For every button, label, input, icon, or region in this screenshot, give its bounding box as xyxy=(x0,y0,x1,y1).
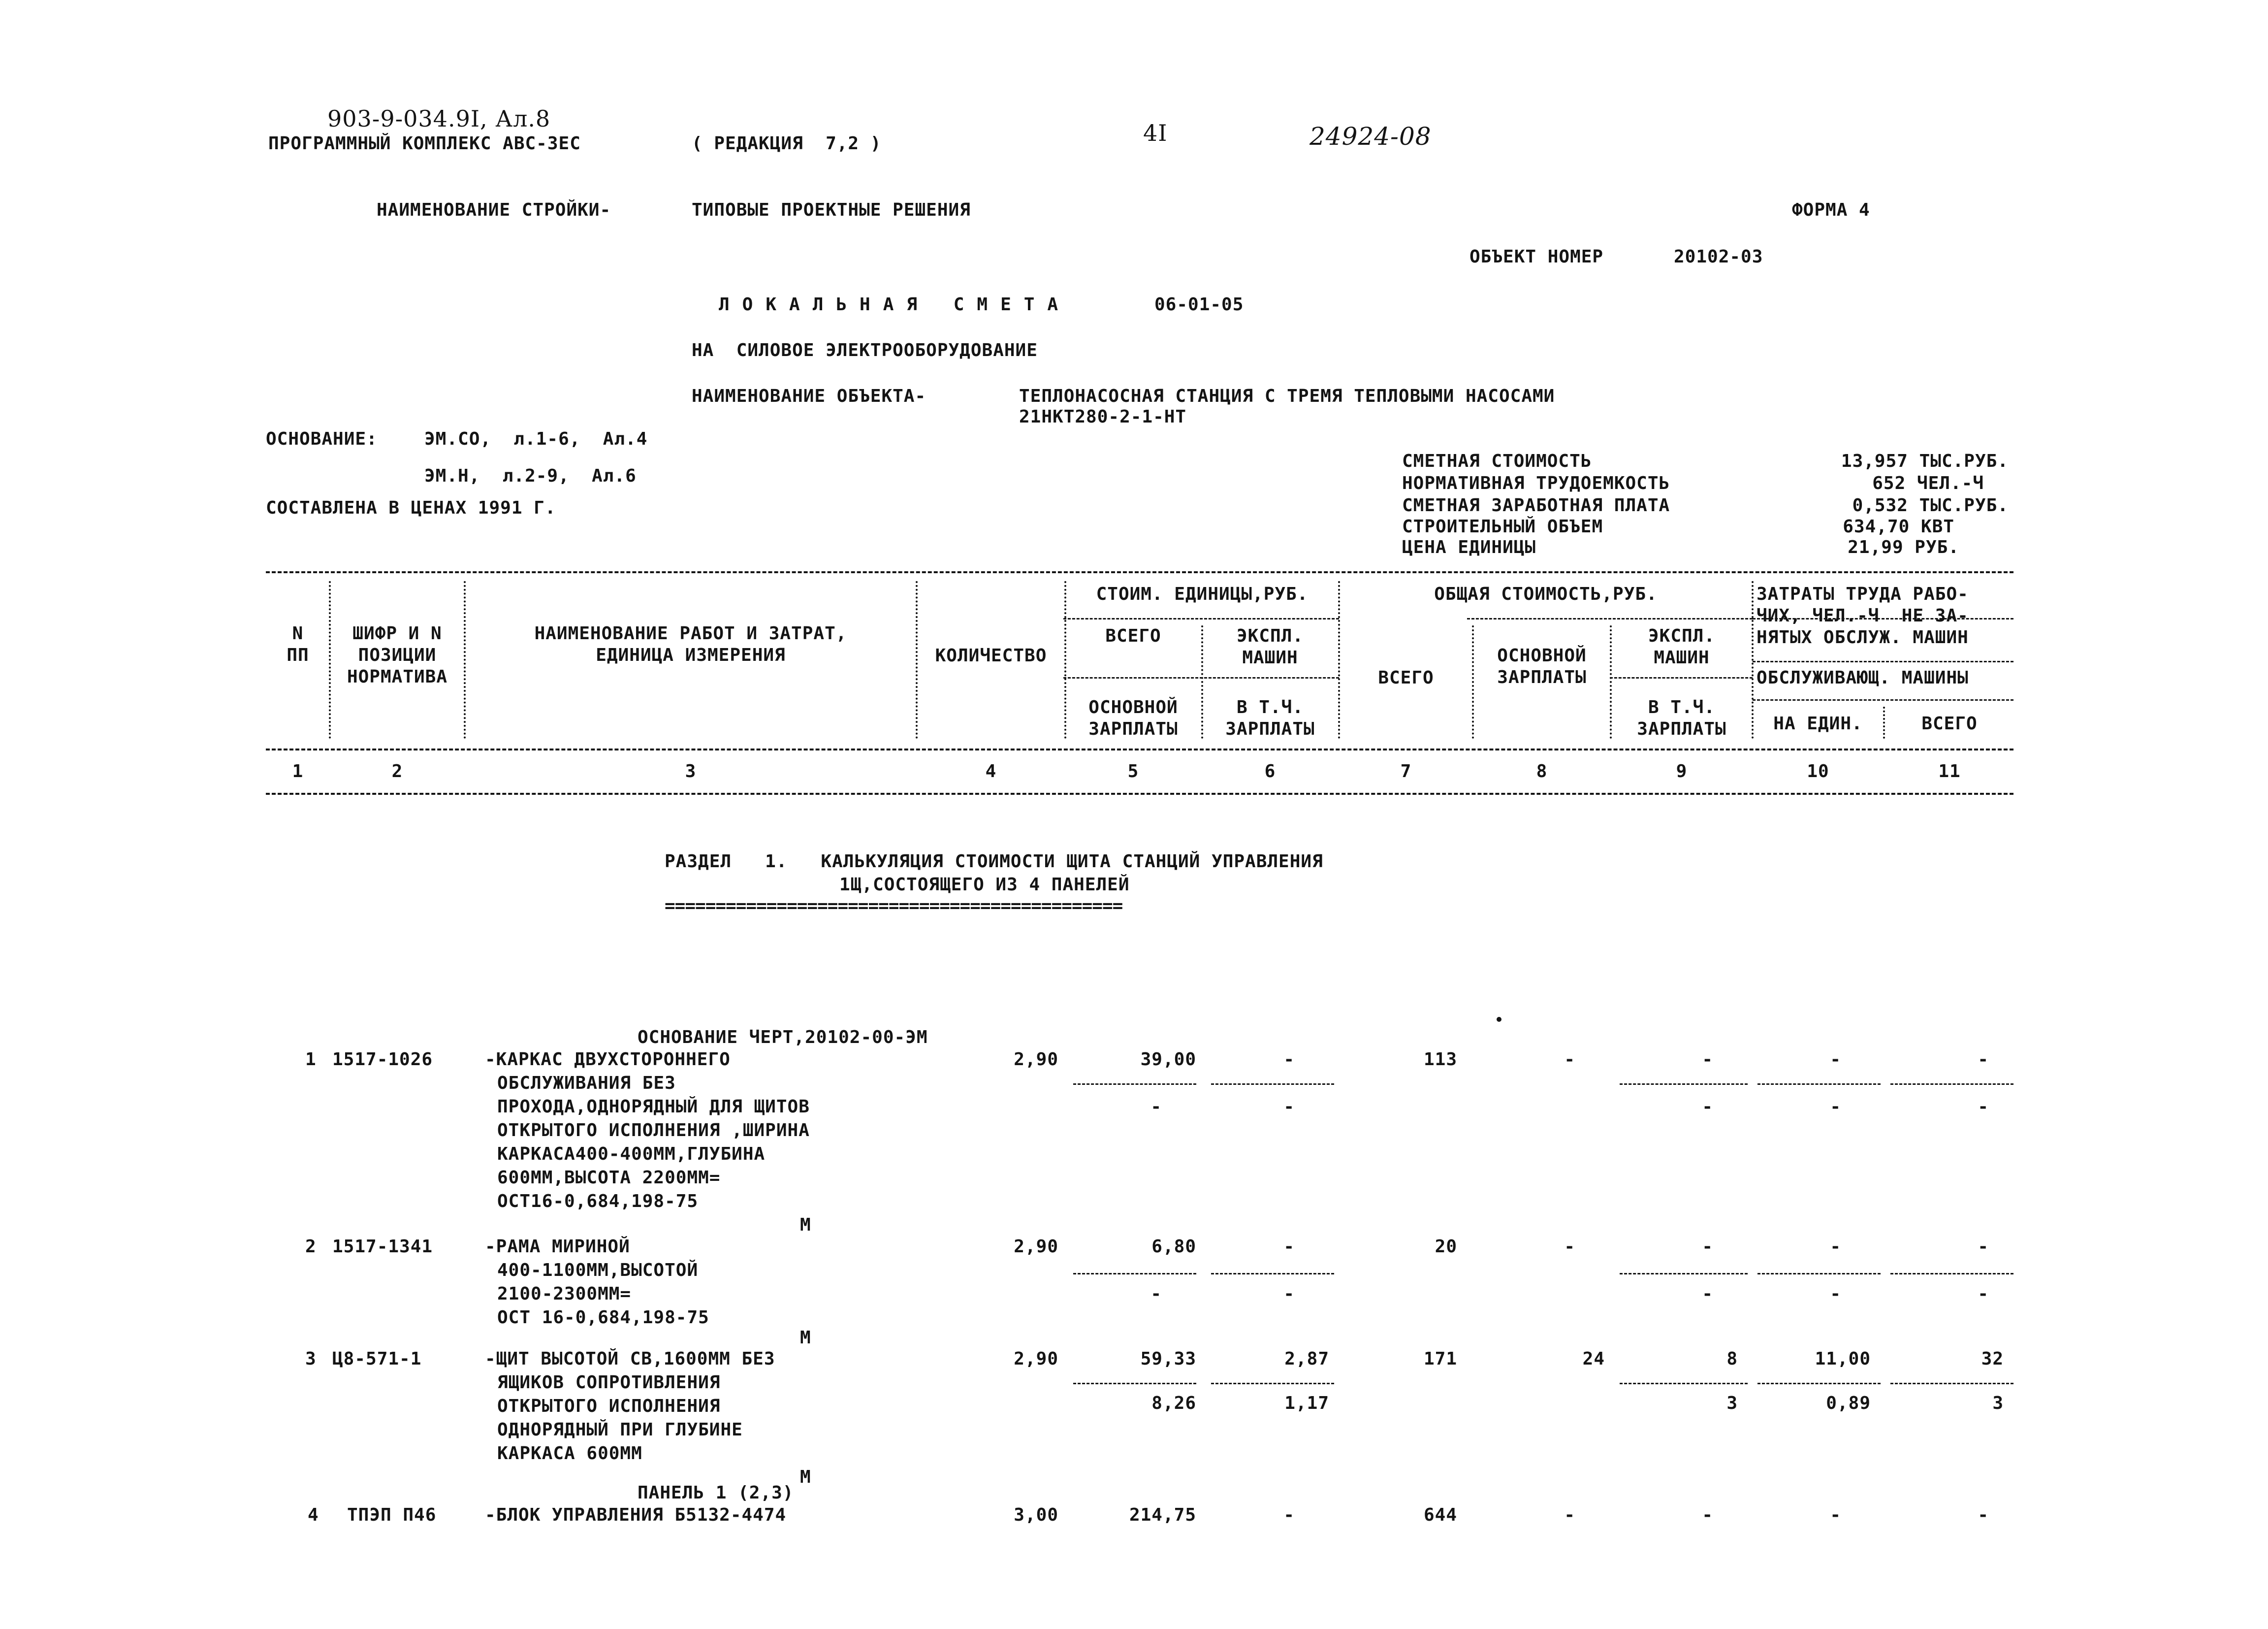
basis-line2: ЭМ.Н, л.2-9, Ал.6 xyxy=(424,466,637,486)
row-mach-total: - xyxy=(1702,1505,1713,1525)
column-number: 9 xyxy=(1676,761,1688,782)
construction-label: НАИМЕНОВАНИЕ СТРОЙКИ- xyxy=(377,200,611,220)
row-description-line: -КАРКАС ДВУХСТОРОННЕГО xyxy=(485,1049,731,1070)
row-per-unit: 11,00 xyxy=(1815,1349,1871,1369)
summary-value: 13,957 ТЫС.РУБ. xyxy=(1841,451,2009,471)
row-wage: - xyxy=(1564,1237,1575,1257)
row-subrule xyxy=(1757,1083,1881,1085)
row-sub-mach: - xyxy=(1283,1097,1295,1117)
table-header-bottom-rule xyxy=(266,749,2013,750)
col-header-unit-total: ВСЕГО xyxy=(1105,626,1161,646)
estimate-for: НА СИЛОВОЕ ЭЛЕКТРООБОРУДОВАНИЕ xyxy=(692,340,1038,360)
row-sub-labor-total: - xyxy=(1978,1097,1989,1117)
row-description-line: ОТКРЫТОГО ИСПОЛНЕНИЯ ,ШИРИНА xyxy=(497,1120,810,1140)
row-description-line: ЯЩИКОВ СОПРОТИВЛЕНИЯ xyxy=(497,1372,721,1393)
summary-label: СМЕТНАЯ СТОИМОСТЬ xyxy=(1402,451,1592,471)
row-subrule xyxy=(1211,1383,1334,1384)
object-number: 20102-03 xyxy=(1674,247,1763,267)
row-per-unit: - xyxy=(1830,1049,1841,1070)
col-header-labor-total: ВСЕГО xyxy=(1921,714,1978,734)
row-wage: - xyxy=(1564,1505,1575,1525)
object-name-label: НАИМЕНОВАНИЕ ОБЪЕКТА- xyxy=(692,386,926,406)
summary-label: НОРМАТИВНАЯ ТРУДОЕМКОСТЬ xyxy=(1402,473,1670,493)
row-labor-total: - xyxy=(1978,1505,1989,1525)
row-sub-price: - xyxy=(1150,1097,1162,1117)
col-header-labor-sub: ОБСЛУЖИВАЮЩ. МАШИНЫ xyxy=(1757,668,1969,688)
stray-mark xyxy=(1497,1017,1501,1022)
row-unit-mach: - xyxy=(1283,1505,1295,1525)
row-description-line: ОБСЛУЖИВАНИЯ БЕЗ xyxy=(497,1073,676,1093)
table-top-rule xyxy=(266,571,2013,573)
row-mach-total: - xyxy=(1702,1237,1713,1257)
row-number: 2 xyxy=(305,1237,317,1257)
row-unit: М xyxy=(800,1215,811,1235)
row-mach-total: 8 xyxy=(1726,1349,1738,1369)
column-number: 7 xyxy=(1400,761,1412,782)
summary-value: 21,99 РУБ. xyxy=(1848,537,1959,557)
col-header-total-wage: ОСНОВНОЙ ЗАРПЛАТЫ xyxy=(1497,646,1587,687)
row-total: 20 xyxy=(1435,1237,1457,1257)
column-number: 10 xyxy=(1807,761,1829,782)
handwritten-code: 24924-08 xyxy=(1310,122,1432,151)
row-code: 1517-1026 xyxy=(332,1049,433,1070)
column-number: 2 xyxy=(391,761,403,782)
row-subrule xyxy=(1620,1383,1748,1384)
row-description-line: КАРКАСА400-400ММ,ГЛУБИНА xyxy=(497,1144,766,1164)
row-subrule xyxy=(1620,1273,1748,1274)
row-mach-total: - xyxy=(1702,1049,1713,1070)
row-description-line: 400-1100ММ,ВЫСОТОЙ xyxy=(497,1260,699,1280)
header-rule xyxy=(1610,677,1753,679)
basis-note: ОСНОВАНИЕ ЧЕРТ,20102-00-ЭМ xyxy=(638,1027,928,1047)
row-subrule xyxy=(1211,1273,1334,1274)
row-description-line: -БЛОК УПРАВЛЕНИЯ Б5132-4474 xyxy=(485,1505,787,1525)
page-number: 4I xyxy=(1143,120,1168,146)
edition: ( РЕДАКЦИЯ 7,2 ) xyxy=(692,133,882,154)
row-qty: 2,90 xyxy=(1014,1049,1058,1070)
col-header-total-all: ВСЕГО xyxy=(1378,668,1434,688)
row-description-line: ОСТ16-0,684,198-75 xyxy=(497,1191,699,1211)
row-wage: 24 xyxy=(1582,1349,1605,1369)
row-description-line: -РАМА МИРИНОЙ xyxy=(485,1237,630,1257)
column-number: 8 xyxy=(1536,761,1548,782)
column-separator xyxy=(1883,707,1885,739)
basis-label: ОСНОВАНИЕ: xyxy=(266,429,378,449)
row-number: 1 xyxy=(305,1049,317,1070)
column-number: 4 xyxy=(985,761,997,782)
header-rule xyxy=(1467,618,1753,619)
basis-line1: ЭМ.СО, л.1-6, Ал.4 xyxy=(424,429,648,449)
row-number: 4 xyxy=(308,1505,319,1525)
col-header-unit-cost: СТОИМ. ЕДИНИЦЫ,РУБ. xyxy=(1096,584,1309,604)
row-sub-mach: 1,17 xyxy=(1284,1393,1329,1413)
row-subrule xyxy=(1890,1083,2013,1085)
row-subrule xyxy=(1890,1273,2013,1274)
section-subtitle: 1Щ,СОСТОЯЩЕГО ИЗ 4 ПАНЕЛЕЙ xyxy=(839,875,1130,895)
col-header-total-mach: ЭКСПЛ. МАШИН xyxy=(1648,626,1716,668)
header-rule xyxy=(1753,661,2013,662)
column-number: 1 xyxy=(292,761,304,782)
row-description-line: ОТКРЫТОГО ИСПОЛНЕНИЯ xyxy=(497,1396,721,1416)
row-subrule xyxy=(1073,1383,1196,1384)
row-sub-labor-total: 3 xyxy=(1992,1393,2004,1413)
row-description-line: -ЩИТ ВЫСОТОЙ СВ,1600ММ БЕЗ xyxy=(485,1349,775,1369)
row-subrule xyxy=(1757,1383,1881,1384)
row-sub-per-unit: 0,89 xyxy=(1826,1393,1871,1413)
row-total: 113 xyxy=(1423,1049,1457,1070)
object-name-line2: 21НКТ280-2-1-НТ xyxy=(1019,407,1187,427)
row-labor-total: 32 xyxy=(1981,1349,2004,1369)
col-header-code: ШИФР И N ПОЗИЦИИ НОРМАТИВА xyxy=(347,623,448,687)
row-code: Ц8-571-1 xyxy=(332,1349,422,1369)
col-header-name: НАИМЕНОВАНИЕ РАБОТ И ЗАТРАТ, ЕДИНИЦА ИЗМЕРЕНИЯ xyxy=(534,623,847,665)
row-sub-mach-total: - xyxy=(1702,1097,1713,1117)
row-qty: 2,90 xyxy=(1014,1349,1058,1369)
row-per-unit: - xyxy=(1830,1237,1841,1257)
row-unit: М xyxy=(800,1467,811,1487)
prices-note: СОСТАВЛЕНА В ЦЕНАХ 1991 Г. xyxy=(266,498,556,518)
row-labor-total: - xyxy=(1978,1237,1989,1257)
summary-label: ЦЕНА ЕДИНИЦЫ xyxy=(1402,537,1536,557)
object-name-line1: ТЕПЛОНАСОСНАЯ СТАНЦИЯ С ТРЕМЯ ТЕПЛОВЫМИ НАСОСАМИ xyxy=(1019,386,1555,406)
summary-value: 634,70 КВТ xyxy=(1843,517,1954,537)
row-sub-price: 8,26 xyxy=(1151,1393,1196,1413)
object-label: ОБЪЕКТ НОМЕР xyxy=(1469,247,1604,267)
row-description-line: ОДНОРЯДНЫЙ ПРИ ГЛУБИНЕ xyxy=(497,1420,743,1440)
row-subrule xyxy=(1073,1273,1196,1274)
row-unit-mach: - xyxy=(1283,1049,1295,1070)
row-subrule xyxy=(1073,1083,1196,1085)
row-total: 644 xyxy=(1423,1505,1457,1525)
row-per-unit: - xyxy=(1830,1505,1841,1525)
row-subrule xyxy=(1211,1083,1334,1085)
col-header-n: N ПП xyxy=(287,623,309,665)
col-header-labor: ЗАТРАТЫ ТРУДА РАБО- ЧИХ, ЧЕЛ.-Ч НЕ ЗА- НЯТЫХ ОБСЛУЖ. МАШИН xyxy=(1757,584,1969,648)
construction-value: ТИПОВЫЕ ПРОЕКТНЫЕ РЕШЕНИЯ xyxy=(692,200,971,220)
summary-label: СМЕТНАЯ ЗАРАБОТНАЯ ПЛАТА xyxy=(1402,495,1670,516)
row-number: 3 xyxy=(305,1349,317,1369)
row-sub-mach-total: 3 xyxy=(1726,1393,1738,1413)
row-sub-labor-total: - xyxy=(1978,1284,1989,1304)
row-sub-mach-total: - xyxy=(1702,1284,1713,1304)
row-unit-mach: - xyxy=(1283,1237,1295,1257)
doc-code: 903-9-034.9I, Ал.8 xyxy=(327,105,551,132)
col-header-total-incl: В Т.Ч. ЗАРПЛАТЫ xyxy=(1637,697,1726,739)
section-underline: ============================================= xyxy=(665,896,1123,916)
row-unit-price: 59,33 xyxy=(1140,1349,1196,1369)
row-description-line: 600ММ,ВЫСОТА 2200ММ= xyxy=(497,1168,721,1188)
row-wage: - xyxy=(1564,1049,1575,1070)
row-sub-per-unit: - xyxy=(1830,1284,1841,1304)
col-header-qty: КОЛИЧЕСТВО xyxy=(935,646,1047,666)
col-header-unit-incl: В Т.Ч. ЗАРПЛАТЫ xyxy=(1225,697,1315,739)
col-header-unit-mach: ЭКСПЛ. МАШИН xyxy=(1236,626,1304,668)
summary-label: СТРОИТЕЛЬНЫЙ ОБЪЕМ xyxy=(1402,517,1603,537)
row-sub-mach: - xyxy=(1283,1284,1295,1304)
col-header-unit-wage: ОСНОВНОЙ ЗАРПЛАТЫ xyxy=(1088,697,1178,739)
row-description-line: 2100-2300ММ= xyxy=(497,1284,632,1304)
row-subrule xyxy=(1757,1273,1881,1274)
row-unit: М xyxy=(800,1328,811,1348)
summary-value: 652 ЧЕЛ.-Ч xyxy=(1872,473,1984,493)
panel-note: ПАНЕЛЬ 1 (2,3) xyxy=(638,1483,794,1503)
row-description-line: ОСТ 16-0,684,198-75 xyxy=(497,1307,709,1328)
row-subrule xyxy=(1890,1383,2013,1384)
row-unit-price: 39,00 xyxy=(1140,1049,1196,1070)
row-sub-price: - xyxy=(1150,1284,1162,1304)
row-subrule xyxy=(1620,1083,1748,1085)
column-number: 5 xyxy=(1127,761,1139,782)
row-code: ТПЭП П46 xyxy=(347,1505,437,1525)
summary-value: 0,532 ТЫС.РУБ. xyxy=(1852,495,2009,516)
row-unit-price: 214,75 xyxy=(1129,1505,1196,1525)
row-qty: 2,90 xyxy=(1014,1237,1058,1257)
estimate-number: 06-01-05 xyxy=(1154,294,1244,315)
row-qty: 3,00 xyxy=(1014,1505,1058,1525)
row-sub-per-unit: - xyxy=(1830,1097,1841,1117)
column-number: 3 xyxy=(685,761,697,782)
col-header-total-cost: ОБЩАЯ СТОИМОСТЬ,РУБ. xyxy=(1434,584,1658,604)
row-code: 1517-1341 xyxy=(332,1237,433,1257)
row-unit-mach: 2,87 xyxy=(1284,1349,1329,1369)
column-number: 6 xyxy=(1264,761,1276,782)
row-total: 171 xyxy=(1423,1349,1457,1369)
form-label: ФОРМА 4 xyxy=(1792,200,1870,220)
header-rule xyxy=(1753,699,2013,701)
row-unit-price: 6,80 xyxy=(1151,1237,1196,1257)
section-title: РАЗДЕЛ 1. КАЛЬКУЛЯЦИЯ СТОИМОСТИ ЩИТА СТАНЦИЙ УПРАВЛЕНИЯ xyxy=(665,851,1323,872)
header-rule xyxy=(1063,618,1339,619)
estimate-title: ЛОКАЛЬНАЯ СМЕТА xyxy=(719,294,1071,315)
table-numbers-rule xyxy=(266,793,2013,795)
program-name: ПРОГРАММНЫЙ КОМПЛЕКС АВС-3ЕС xyxy=(268,133,581,154)
row-description-line: ПРОХОДА,ОДНОРЯДНЫЙ ДЛЯ ЩИТОВ xyxy=(497,1097,810,1117)
row-labor-total: - xyxy=(1978,1049,1989,1070)
column-number: 11 xyxy=(1938,761,1961,782)
col-header-per-unit: НА ЕДИН. xyxy=(1773,714,1863,734)
row-description-line: КАРКАСА 600ММ xyxy=(497,1443,642,1464)
